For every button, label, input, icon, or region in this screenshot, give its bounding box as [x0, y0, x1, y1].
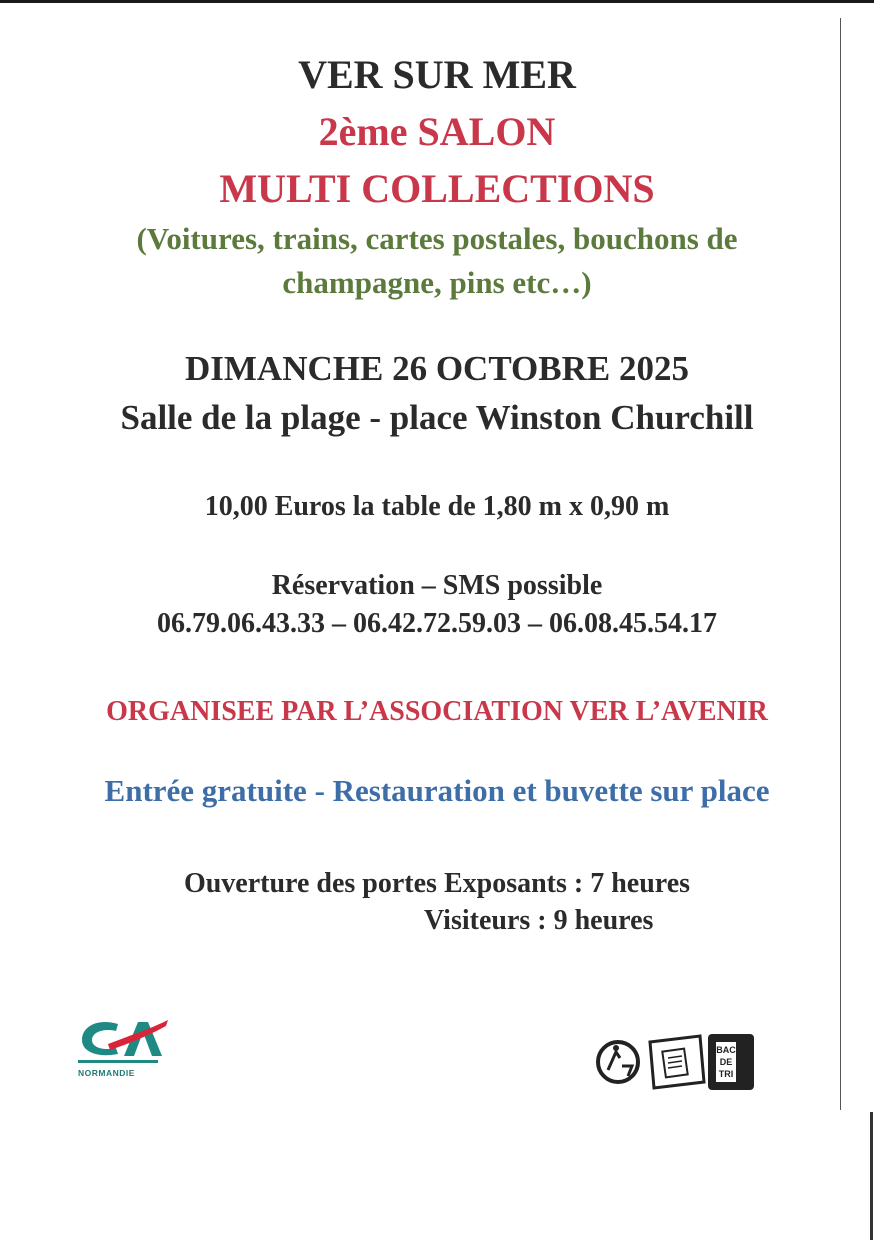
reservation-phones: 06.79.06.43.33 – 06.42.72.59.03 – 06.08.45.54.17 — [157, 608, 717, 639]
paper-icon — [650, 1036, 704, 1088]
town-title: VER SUR MER — [298, 52, 576, 97]
sorting-bin-label: BAC DE TRI — [716, 1045, 736, 1079]
entry-info: Entrée gratuite - Restauration et buvette sur place — [104, 773, 770, 808]
opening-exhibitors: Ouverture des portes Exposants : 7 heures — [183, 868, 691, 899]
salon-title: 2ème SALON — [318, 109, 556, 154]
credit-agricole-logo — [78, 1014, 170, 1080]
credit-agricole-logo-icon — [78, 1014, 170, 1066]
collections-title: MULTI COLLECTIONS — [219, 166, 655, 211]
items-line-2: champagne, pins etc…) — [282, 265, 592, 300]
reservation-title: Réservation – SMS possible — [271, 570, 603, 601]
event-date: DIMANCHE 26 OCTOBRE 2025 — [185, 349, 689, 388]
organizer-line: ORGANISEE PAR L’ASSOCIATION VER L’AVENIR — [106, 696, 768, 727]
top-border-line — [0, 0, 874, 3]
triman-icon — [598, 1042, 638, 1082]
table-price: 10,00 Euros la table de 1,80 m x 0,90 m — [204, 491, 670, 522]
credit-agricole-logo-text: NORMANDIE — [78, 1068, 135, 1078]
recycling-logos — [592, 1032, 756, 1092]
opening-visitors: Visiteurs : 9 heures — [424, 905, 654, 936]
items-line-1: (Voitures, trains, cartes postales, bouchons de — [136, 221, 738, 256]
page-edge-line — [870, 1112, 873, 1240]
event-venue: Salle de la plage - place Winston Churchill — [120, 398, 754, 437]
